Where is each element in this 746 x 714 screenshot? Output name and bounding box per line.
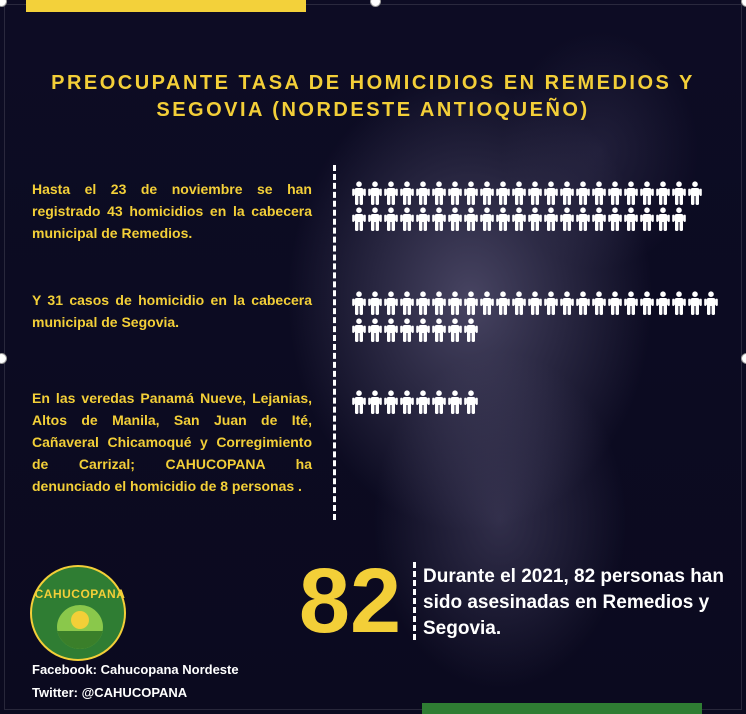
headline: PREOCUPANTE TASA DE HOMICIDIOS EN REMEDIOS Y SEGOVIA (NORDESTE ANTIOQUEÑO) bbox=[51, 72, 695, 121]
person-icon bbox=[384, 318, 398, 342]
person-icon bbox=[352, 181, 366, 205]
person-icon bbox=[480, 181, 494, 205]
person-icon bbox=[352, 291, 366, 315]
person-icon bbox=[496, 291, 510, 315]
vertical-dashed-divider bbox=[333, 165, 336, 520]
person-icon bbox=[352, 207, 366, 231]
summary-text: Durante el 2021, 82 personas han sido asesinadas en Remedios y Segovia. bbox=[423, 566, 724, 639]
segovia-icons-row-2 bbox=[352, 318, 478, 342]
person-icon bbox=[576, 291, 590, 315]
top-accent-bar bbox=[26, 0, 306, 12]
person-icon bbox=[464, 207, 478, 231]
person-icon bbox=[688, 291, 702, 315]
person-icon bbox=[448, 181, 462, 205]
person-icon bbox=[496, 181, 510, 205]
person-icon bbox=[560, 207, 574, 231]
segovia-icons-row-1 bbox=[352, 291, 718, 315]
person-icon bbox=[448, 291, 462, 315]
person-icon bbox=[432, 181, 446, 205]
person-icon bbox=[368, 181, 382, 205]
person-icon bbox=[560, 181, 574, 205]
person-icon bbox=[384, 291, 398, 315]
person-icon bbox=[464, 390, 478, 414]
person-icon bbox=[592, 291, 606, 315]
logo-name: CAHUCOPANA bbox=[34, 587, 126, 601]
person-icon bbox=[368, 318, 382, 342]
person-icon bbox=[688, 181, 702, 205]
person-icon bbox=[400, 390, 414, 414]
person-icon bbox=[528, 291, 542, 315]
person-icon bbox=[384, 207, 398, 231]
person-icon bbox=[352, 318, 366, 342]
person-icon bbox=[624, 291, 638, 315]
summary-dashed-divider bbox=[413, 562, 416, 640]
person-icon bbox=[464, 291, 478, 315]
segovia-text: Y 31 casos de homicidio en la cabecera municipal de Segovia. bbox=[32, 292, 312, 330]
person-icon bbox=[608, 207, 622, 231]
person-icon bbox=[416, 207, 430, 231]
person-icon bbox=[576, 207, 590, 231]
person-icon bbox=[528, 181, 542, 205]
person-icon bbox=[400, 318, 414, 342]
person-icon bbox=[560, 291, 574, 315]
twitter-contact: Twitter: @CAHUCOPANA bbox=[32, 685, 188, 700]
resize-handle-top-right[interactable] bbox=[741, 0, 746, 7]
person-icon bbox=[416, 318, 430, 342]
person-icon bbox=[672, 291, 686, 315]
person-icon bbox=[672, 207, 686, 231]
person-icon bbox=[400, 291, 414, 315]
person-icon bbox=[432, 390, 446, 414]
facebook-contact: Facebook: Cahucopana Nordeste bbox=[32, 662, 239, 677]
person-icon bbox=[528, 207, 542, 231]
remedios-text: Hasta el 23 de noviembre se han registrado 43 homicidios en la cabecera municipal de Remedios. bbox=[32, 181, 312, 241]
person-icon bbox=[400, 181, 414, 205]
person-icon bbox=[592, 181, 606, 205]
person-icon bbox=[480, 291, 494, 315]
person-icon bbox=[480, 207, 494, 231]
person-icon bbox=[640, 207, 654, 231]
person-icon bbox=[416, 390, 430, 414]
person-icon bbox=[432, 318, 446, 342]
person-icon bbox=[352, 390, 366, 414]
remedios-icons-row-2 bbox=[352, 207, 686, 231]
logo-emblem bbox=[57, 605, 103, 649]
person-icon bbox=[464, 318, 478, 342]
person-icon bbox=[400, 207, 414, 231]
person-icon bbox=[432, 291, 446, 315]
person-icon bbox=[368, 207, 382, 231]
total-number: 82 bbox=[298, 550, 402, 652]
person-icon bbox=[544, 291, 558, 315]
person-icon bbox=[624, 181, 638, 205]
person-icon bbox=[608, 181, 622, 205]
sun-icon bbox=[71, 611, 89, 629]
person-icon bbox=[544, 181, 558, 205]
person-icon bbox=[576, 181, 590, 205]
veredas-icons-row-1 bbox=[352, 390, 478, 414]
resize-handle-top[interactable] bbox=[370, 0, 381, 7]
person-icon bbox=[512, 207, 526, 231]
person-icon bbox=[656, 291, 670, 315]
remedios-icons-row-1 bbox=[352, 181, 702, 205]
person-icon bbox=[416, 291, 430, 315]
person-icon bbox=[448, 207, 462, 231]
person-icon bbox=[512, 181, 526, 205]
person-icon bbox=[384, 181, 398, 205]
person-icon bbox=[448, 318, 462, 342]
person-icon bbox=[416, 181, 430, 205]
person-icon bbox=[672, 181, 686, 205]
person-icon bbox=[704, 291, 718, 315]
person-icon bbox=[368, 291, 382, 315]
person-icon bbox=[544, 207, 558, 231]
resize-handle-top-left[interactable] bbox=[0, 0, 7, 7]
person-icon bbox=[512, 291, 526, 315]
person-icon bbox=[496, 207, 510, 231]
person-icon bbox=[368, 390, 382, 414]
field-icon bbox=[57, 631, 103, 649]
person-icon bbox=[432, 207, 446, 231]
person-icon bbox=[384, 390, 398, 414]
person-icon bbox=[464, 181, 478, 205]
resize-handle-left[interactable] bbox=[0, 353, 7, 364]
person-icon bbox=[656, 207, 670, 231]
veredas-text: En las veredas Panamá Nueve, Lejanias, Altos de Manila, San Juan de Ité, Cañaveral Chicamoqué y Corregimiento de Carrizal; CAHUCOPANA ha denunciado el homicidio de 8 personas . bbox=[32, 390, 312, 494]
cahucopana-logo bbox=[30, 565, 126, 661]
person-icon bbox=[640, 181, 654, 205]
person-icon bbox=[624, 207, 638, 231]
person-icon bbox=[656, 181, 670, 205]
person-icon bbox=[608, 291, 622, 315]
bottom-accent-bar bbox=[422, 703, 702, 714]
person-icon bbox=[640, 291, 654, 315]
person-icon bbox=[448, 390, 462, 414]
person-icon bbox=[592, 207, 606, 231]
resize-handle-right[interactable] bbox=[741, 353, 746, 364]
